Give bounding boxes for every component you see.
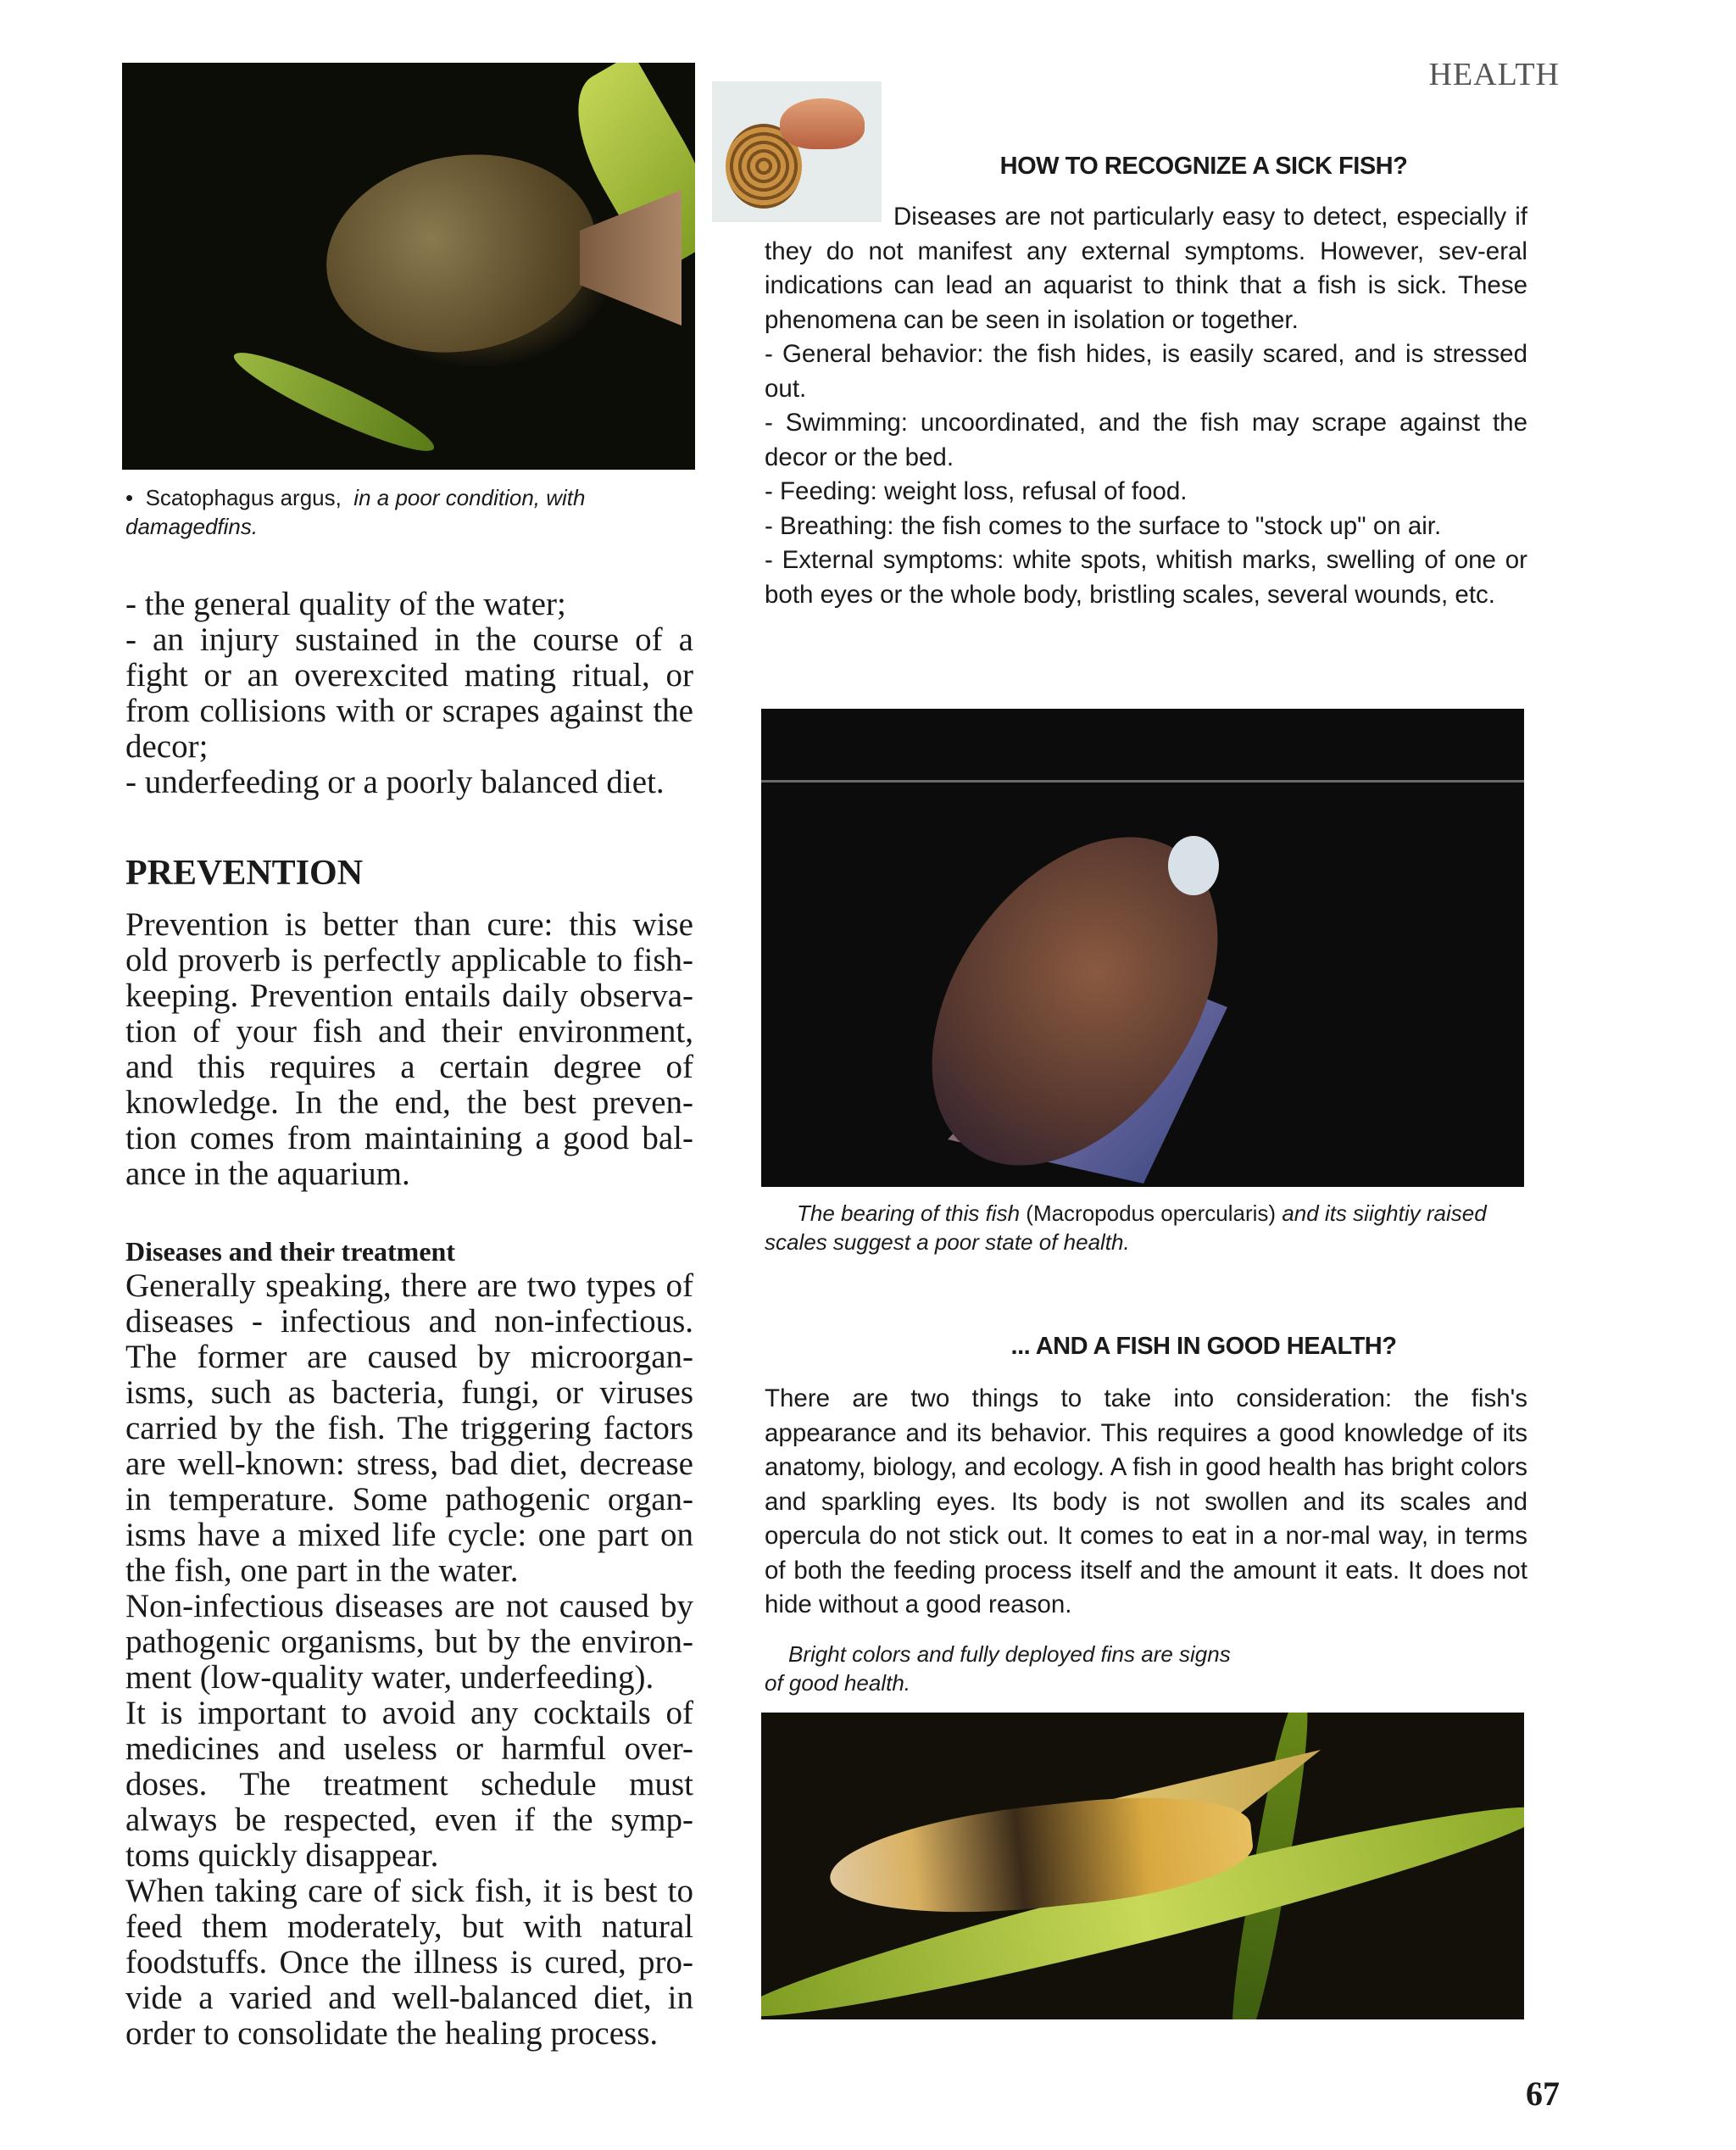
water-surface-line [761,780,1524,783]
section-heading-good-health: ... AND A FISH IN GOOD HEALTH? [1010,1333,1397,1360]
sick-fish-text [765,200,1527,612]
caption-scatophagus [125,483,710,541]
caption-text: Bright colors and fully deployed fins are signs of good health. [765,1641,1231,1696]
caption-healthy-fish [765,1640,1239,1697]
fish-body [310,134,611,373]
caption-text: in a poor condition, with damagedfins. [125,485,586,539]
page-number: 67 [1526,2075,1560,2113]
subheading-diseases: Diseases and their treatment [125,1236,455,1267]
caption-bullet: • [125,485,134,510]
paragraph: It is important to avoid any cocktails of medicines and useless or harmful over-doses. The treatment schedule must always be respected, even if the symp-toms quickly disappear. [125,1695,693,1874]
list-item: - the general quality of the water; [125,586,566,622]
paragraph: Prevention is better than cure: this wise old proverb is perfectly applicable to fish-keeping. Prevention entails daily observa-tion of your fish and their environment, and this requires a certain degree of knowledge. In the end, the best preven-tion comes from maintaining a good bal-ance in the aquarium. [125,906,693,1192]
caption-text: The bearing of this fish [797,1200,1021,1226]
caption-species: Scatophagus argus, [145,485,342,510]
section-heading-prevention: PREVENTION [125,854,364,893]
photo-macropodus-opercularis [761,709,1524,1187]
list-item: - underfeeding or a poorly balanced diet. [125,764,665,800]
paragraph: Diseases are not particularly easy to detect, especially if they do not manifest any external symptoms. However, sev-eral indications can lead an aquarist to think that a fish is sick. These phenomena can be seen in isolation or together. [765,203,1527,334]
diseases-text [125,1268,693,2052]
prevention-paragraph [125,907,693,1192]
list-item: - Swimming: uncoordinated, and the fish may scrape against the decor or the bed. [765,409,1527,471]
fish-body [873,784,1277,1187]
list-item: - General behavior: the fish hides, is easily scared, and is stressed out. [765,340,1527,403]
list-item: - External symptoms: white spots, whitish marks, swelling of one or both eyes or the whole body, bristling scales, several wounds, etc. [765,546,1527,609]
paragraph: There are two things to take into consideration: the fish's appearance and its behavior. This requires a good knowledge of its anatomy, biology, and ecology. A fish in good health has bright colors and sparkling eyes. Its body is not swollen and its scales and opercula do not stick out. It comes to eat in a nor-mal way, in terms of both the feeding process itself and the amount it eats. It does not hide without a good reason. [765,1384,1527,1618]
section-heading-sick-fish: HOW TO RECOGNIZE A SICK FISH? [999,153,1408,180]
list-item: - Breathing: the fish comes to the surface to "stock up" on air. [765,511,1442,540]
photo-scatophagus-argus [122,63,695,470]
claw [780,98,865,149]
paragraph: When taking care of sick fish, it is best to feed them moderately, but with natural foodstuffs. Once the illness is cured, pro-vide a varied and well-balanced diet, in order to consolidate the healing process. [125,1873,693,2052]
paragraph: Non-infectious diseases are not caused by pathogenic organisms, but by the environ-ment (low-quality water, underfeeding). [125,1588,693,1696]
good-health-text [765,1382,1527,1623]
caption-species: (Macropodus opercularis) [1026,1200,1277,1226]
causes-list [125,587,693,800]
list-item: - Feeding: weight loss, refusal of food. [765,477,1188,505]
caption-text: and its siightiy raised scales suggest a poor state of health. [765,1200,1487,1255]
list-item: - an injury sustained in the course of a fight or an overexcited mating ritual, or from collisions with or scrapes against the decor; [125,621,693,765]
plant-leaf [227,340,442,464]
paragraph: Generally speaking, there are two types of diseases - infectious and non-infectious. The former are caused by microorgan-isms, such as bacteria, fungi, or viruses carried by the fish. The triggering factors are well-known: stress, bad diet, decrease in temperature. Some pathogenic organ-isms have a mixed life cycle: one part on the fish, one part in the water. [125,1267,693,1589]
running-head: HEALTH [1428,57,1560,92]
fish-tail [580,190,682,326]
fish-fin [1168,836,1219,895]
photo-healthy-fish [761,1713,1524,2019]
caption-macropodus [765,1199,1527,1256]
